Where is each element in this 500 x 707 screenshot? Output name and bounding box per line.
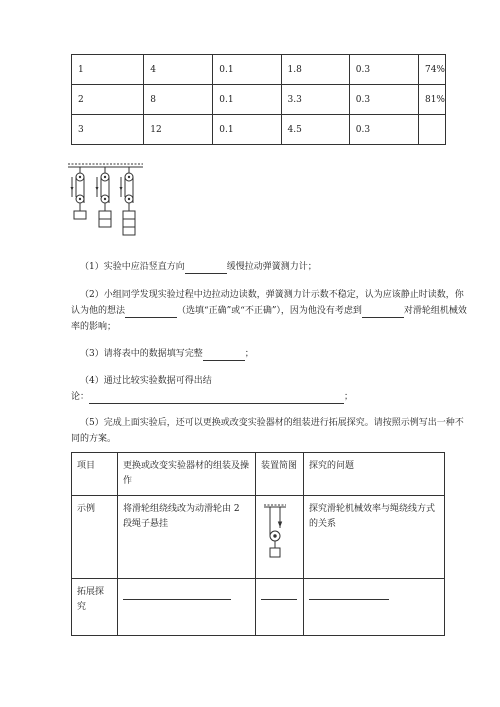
table-cell — [418, 115, 445, 145]
table-row-extension — [72, 579, 445, 636]
table-cell: 8 — [144, 85, 213, 115]
row-label: 示例 — [72, 496, 118, 579]
table-header-row — [72, 453, 445, 496]
answer-cell[interactable] — [256, 579, 304, 636]
answer-blank[interactable] — [362, 317, 404, 318]
diagram-cell — [256, 496, 304, 579]
table-cell: 1.8 — [281, 55, 349, 85]
table-cell: 1 — [72, 55, 144, 85]
pulley-diagrams — [68, 163, 143, 245]
question-text: 认为他的想法 — [71, 306, 126, 316]
header-cell: 项目 — [72, 453, 118, 496]
data-table — [71, 54, 446, 145]
example-operation: 将滑轮组绕线改为动滑轮由 2 段绳子悬挂 — [118, 496, 256, 579]
question-1 — [80, 260, 317, 274]
table-cell: 4.5 — [281, 115, 349, 145]
header-cell: 装置简图 — [256, 453, 304, 496]
question-2-line-2 — [71, 304, 467, 318]
question-text: （1）实验中应沿竖直方向 — [80, 262, 185, 272]
question-text: ； — [344, 392, 354, 402]
table-row — [72, 85, 446, 115]
table-row-example — [72, 496, 445, 579]
example-question: 探究滑轮机械效率与绳绕线方式的关系 — [304, 496, 445, 579]
answer-blank[interactable] — [309, 585, 389, 600]
answer-blank[interactable] — [125, 317, 177, 318]
table-row — [72, 115, 446, 145]
question-2-line-3: 率的影响； — [71, 322, 117, 332]
answer-blank[interactable] — [261, 585, 297, 600]
table-cell: 74% — [418, 55, 445, 85]
answer-blank[interactable] — [185, 273, 227, 274]
question-text: （3）请将表中的数据填写完整 — [80, 349, 203, 359]
table-cell: 0.1 — [213, 55, 281, 85]
row-label: 拓展探究 — [72, 579, 118, 636]
answer-cell[interactable] — [304, 579, 445, 636]
table-cell: 3.3 — [281, 85, 349, 115]
question-4-line-1: （4）通过比较实验数据可得出结 — [80, 376, 212, 386]
question-5-line-2: 同的方案。 — [71, 434, 117, 444]
table-cell: 0.3 — [349, 55, 418, 85]
header-cell: 更换或改变实验器材的组装及操作 — [118, 453, 256, 496]
table-cell: 0.1 — [213, 115, 281, 145]
question-4-line-2 — [71, 390, 353, 404]
extension-table — [71, 452, 445, 636]
table-cell: 4 — [144, 55, 213, 85]
question-text: 论： — [71, 392, 90, 402]
question-2-line-1: （2）小组同学发现实验过程中边拉动边读数，弹簧测力计示数不稳定，认为应该静止时读数，你 — [80, 290, 464, 300]
pulley-diagram — [264, 504, 286, 566]
table-cell: 3 — [72, 115, 144, 145]
question-text: ； — [244, 349, 254, 359]
table-cell: 2 — [72, 85, 144, 115]
question-3 — [80, 347, 254, 361]
question-5-line-1: （5）完成上面实验后，还可以更换或改变实验器材的组装进行拓展探究。请按照示例写出一种不 — [80, 418, 464, 428]
question-text: 对滑轮组机械效 — [403, 306, 467, 316]
table-cell: 0.3 — [349, 85, 418, 115]
table-cell: 12 — [144, 115, 213, 145]
table-cell: 81% — [418, 85, 445, 115]
answer-blank[interactable] — [89, 403, 344, 404]
answer-blank[interactable] — [203, 360, 245, 361]
table-cell: 0.3 — [349, 115, 418, 145]
answer-cell[interactable] — [118, 579, 256, 636]
table-cell: 0.1 — [213, 85, 281, 115]
header-cell: 探究的问题 — [304, 453, 445, 496]
question-text: （选填“正确”或“不正确”），因为他没有考虑到 — [177, 306, 362, 316]
question-text: 缓慢拉动弹簧测力计； — [226, 262, 317, 272]
table-row — [72, 55, 446, 85]
answer-blank[interactable] — [123, 585, 231, 600]
